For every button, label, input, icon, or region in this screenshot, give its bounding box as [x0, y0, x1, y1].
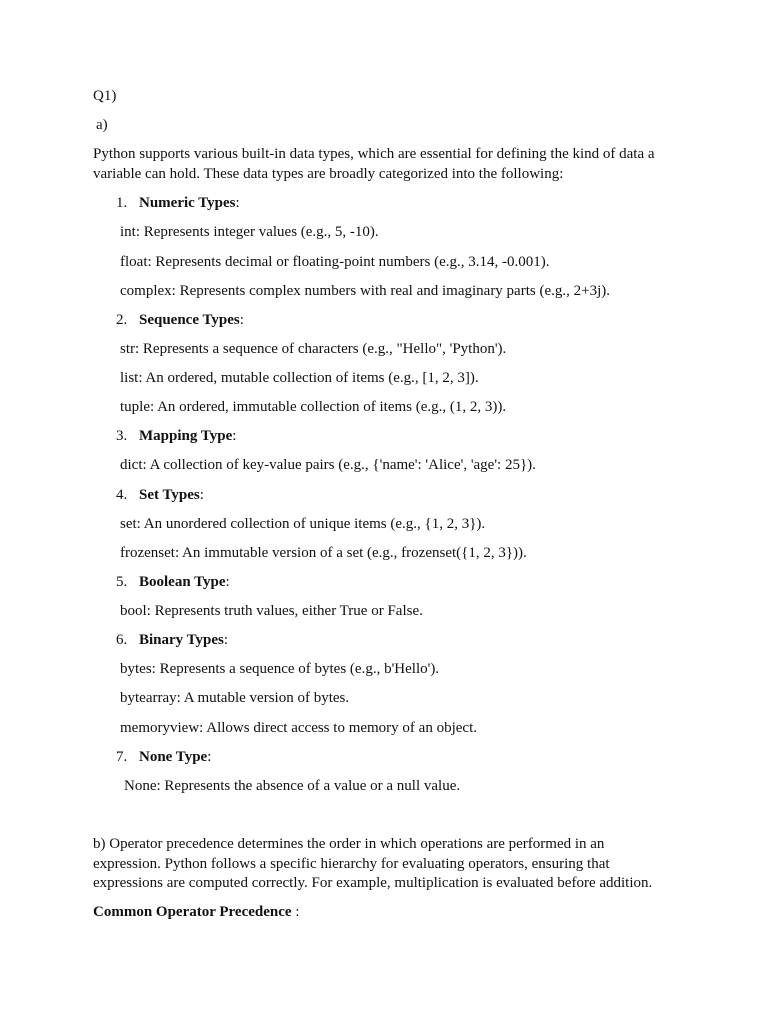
category-suffix: : — [223, 632, 229, 648]
category-heading — [139, 194, 240, 213]
category-title: Set Types — [139, 487, 200, 503]
list-item: complex: Represents complex numbers with real and imaginary parts (e.g., 2+3j). — [120, 283, 610, 299]
category-number: 7. — [116, 749, 128, 765]
intro-line-2: variable can hold. These data types are broadly categorized into the following: — [93, 166, 564, 182]
list-item: frozenset: An immutable version of a set (e.g., frozenset({1, 2, 3})). — [120, 545, 527, 561]
category-suffix: : — [225, 574, 230, 590]
category-suffix: : — [207, 749, 212, 765]
question-label: Q1) — [93, 88, 117, 104]
list-item: None: Represents the absence of a value or a null value. — [124, 778, 461, 794]
list-item: dict: A collection of key-value pairs (e.g., {'name': 'Alice', 'age': 25}). — [120, 457, 536, 473]
category-heading — [139, 573, 230, 592]
category-number: 3. — [116, 428, 128, 444]
list-item: bytearray: A mutable version of bytes. — [120, 690, 350, 706]
category-title: Binary Types — [139, 632, 224, 648]
list-item: float: Represents decimal or floating-point numbers (e.g., 3.14, -0.001). — [120, 254, 550, 270]
category-heading — [139, 631, 228, 650]
part-b-line-2: expression. Python follows a specific hierarchy for evaluating operators, ensuring that — [93, 856, 610, 872]
part-a-label: a) — [96, 117, 108, 133]
precedence-heading — [93, 903, 299, 922]
category-suffix: : — [199, 487, 204, 503]
precedence-heading-suffix: : — [291, 904, 300, 920]
precedence-heading-title: Common Operator Precedence — [93, 904, 292, 920]
category-title: Sequence Types — [139, 312, 240, 328]
part-b-line-1: b) Operator precedence determines the order in which operations are performed in an — [93, 836, 605, 852]
list-item: tuple: An ordered, immutable collection of items (e.g., (1, 2, 3)). — [120, 399, 507, 415]
category-title: None Type — [139, 749, 208, 765]
list-item: list: An ordered, mutable collection of items (e.g., [1, 2, 3]). — [120, 370, 479, 386]
list-item: int: Represents integer values (e.g., 5, -10). — [120, 224, 379, 240]
list-item: memoryview: Allows direct access to memory of an object. — [120, 720, 477, 736]
category-heading — [139, 427, 236, 446]
list-item: bytes: Represents a sequence of bytes (e.g., b'Hello'). — [120, 661, 440, 677]
category-title: Boolean Type — [139, 574, 226, 590]
category-heading — [139, 748, 211, 767]
intro-line-1: Python supports various built-in data types, which are essential for defining the kind of data a — [93, 146, 655, 162]
category-suffix: : — [232, 428, 237, 444]
category-heading — [139, 311, 244, 330]
category-suffix: : — [239, 312, 244, 328]
list-item: str: Represents a sequence of characters (e.g., "Hello", 'Python'). — [120, 341, 507, 357]
list-item: set: An unordered collection of unique items (e.g., {1, 2, 3}). — [120, 516, 486, 532]
category-number: 5. — [116, 574, 128, 590]
category-number: 6. — [116, 632, 128, 648]
category-title: Mapping Type — [139, 428, 233, 444]
category-number: 4. — [116, 487, 128, 503]
category-title: Numeric Types — [139, 195, 236, 211]
category-suffix: : — [235, 195, 240, 211]
category-number: 2. — [116, 312, 128, 328]
category-number: 1. — [116, 195, 128, 211]
part-b-line-3: expressions are computed correctly. For example, multiplication is evaluated before addition. — [93, 875, 653, 891]
category-heading — [139, 486, 204, 505]
list-item: bool: Represents truth values, either True or False. — [120, 603, 423, 619]
